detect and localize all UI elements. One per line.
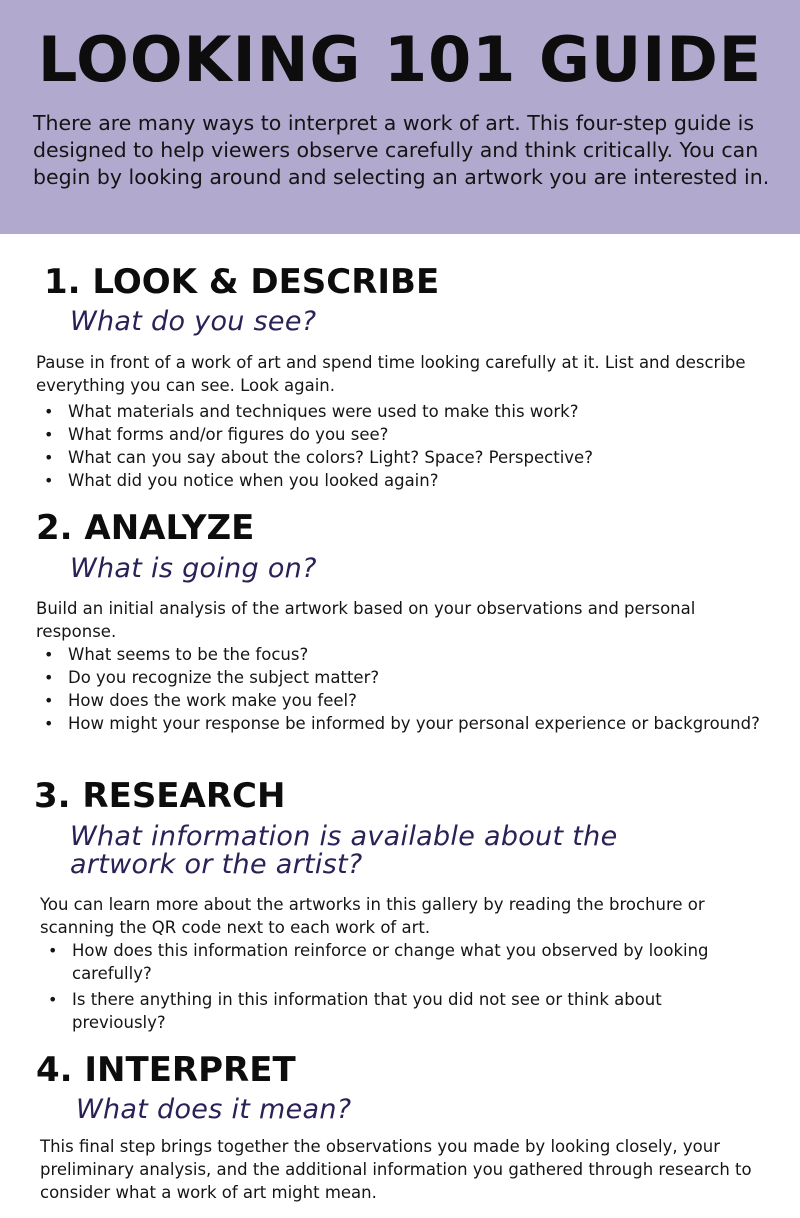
bullet-icon: • xyxy=(44,714,54,733)
list-item: • How does the work make you feel? xyxy=(44,691,357,710)
section-analyze xyxy=(0,508,800,768)
bullet-icon: • xyxy=(48,990,58,1009)
bullet-list xyxy=(44,400,778,492)
bullet-icon: • xyxy=(44,691,54,710)
section-heading: 4. INTERPRET xyxy=(36,1050,296,1090)
list-item: • Do you recognize the subject matter? xyxy=(44,668,380,687)
bullet-icon: • xyxy=(48,941,58,960)
section-body: This final step brings together the observations you made by looking closely, your preliminary analysis, and the additional information you gathered through research to consider what a work of art might mean. xyxy=(40,1137,752,1202)
section-question: What information is available about the artwork or the artist? xyxy=(70,821,618,880)
list-item: • What forms and/or figures do you see? xyxy=(44,425,389,444)
section-research xyxy=(0,776,800,1038)
section-body: Pause in front of a work of art and spend time looking carefully at it. List and describe everything you can see. Look again. xyxy=(36,353,746,395)
list-item: • What can you say about the colors? Light? Space? Perspective? xyxy=(44,448,593,467)
section-heading: 1. LOOK & DESCRIBE xyxy=(44,262,440,302)
list-item: • What seems to be the focus? xyxy=(44,645,309,664)
section-interpret xyxy=(0,1050,800,1215)
section-body: You can learn more about the artworks in this gallery by reading the brochure or scanning the QR code next to each work of art. xyxy=(40,895,705,937)
section-body: Build an initial analysis of the artwork based on your observations and personal response. xyxy=(36,599,696,641)
bullet-list xyxy=(48,939,722,1034)
bullet-icon: • xyxy=(44,645,54,664)
list-item: • What did you notice when you looked again? xyxy=(44,471,439,490)
section-look-describe xyxy=(0,262,800,494)
section-question: What is going on? xyxy=(70,553,317,584)
list-item: • How does this information reinforce or change what you observed by looking carefully? xyxy=(48,941,709,983)
bullet-icon: • xyxy=(44,668,54,687)
list-item: • How might your response be informed by your personal experience or background? xyxy=(44,714,760,733)
bullet-icon: • xyxy=(44,402,54,421)
list-item: • What materials and techniques were used to make this work? xyxy=(44,402,579,421)
section-question: What do you see? xyxy=(70,306,317,337)
page-title: LOOKING 101 GUIDE xyxy=(37,23,763,96)
intro-paragraph: There are many ways to interpret a work of art. This four-step guide is designed to help viewers observe carefully and think critically. You can begin by looking around and selecting an artwork you are interested in. xyxy=(33,111,770,189)
bullet-icon: • xyxy=(44,448,54,467)
section-question: What does it mean? xyxy=(76,1094,352,1125)
bullet-list xyxy=(44,643,768,735)
section-heading: 3. RESEARCH xyxy=(34,776,286,816)
bullet-icon: • xyxy=(44,471,54,490)
section-heading: 2. ANALYZE xyxy=(36,508,255,548)
bullet-icon: • xyxy=(44,425,54,444)
header-banner xyxy=(0,0,800,234)
list-item: • Is there anything in this information that you did not see or think about previously? xyxy=(48,990,662,1032)
